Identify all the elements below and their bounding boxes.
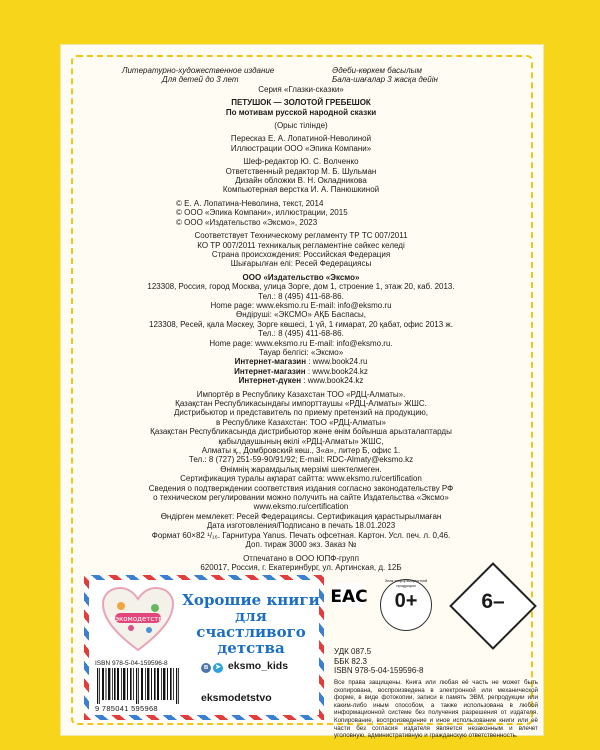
credit-line: Дизайн обложки В. Н. Окладникова (235, 176, 367, 186)
credit-line: Иллюстрации ООО «Эпика Компани» (230, 143, 372, 153)
kz-line: Сведения о подтверждении соответствия издания согласно законодательству РФ (148, 483, 454, 493)
print-info (66, 521, 536, 572)
udk-code: УДК 087.5 (334, 647, 372, 656)
internet-line (66, 357, 536, 366)
age-ring-text: Знак информационной продукции (384, 578, 428, 588)
genre-kz (332, 66, 482, 85)
eac-mark-icon (330, 583, 368, 607)
kz-line: Өнімнің жарамдылық мерзімі шектелмеген. (220, 464, 382, 474)
kz-line: Тел.: 8 (727) 251-59-90/91/92; E-mail: RDC-Almaty@eksmo.kz (188, 455, 414, 465)
credit-line: Ответственный редактор М. Б. Шульман (225, 166, 377, 176)
print-line: Доп. тираж 3000 экз. Заказ № (245, 540, 357, 550)
print-line: Формат 60×82 ¹/₁₆. Гарнитура Yanus. Печать офсетная. Картон. Усл. печ. л. 0,46. (151, 530, 451, 540)
kz-line: в Республике Казахстан: ТОО «РДЦ-Алматы» (216, 417, 386, 427)
language-note: (Орыс тілінде) (274, 121, 328, 131)
publisher-line: Home page: www.eksmo.ru E-mail: info@eksmo.ru (210, 300, 392, 310)
regulation-line: Страна происхождения: Российская Федерация (211, 249, 391, 259)
age-six-label: 6– (481, 590, 505, 613)
print-line: Отпечатано в ООО ЮПФ-групп (243, 553, 359, 563)
vk-icon: в (201, 663, 211, 673)
regulations (66, 231, 536, 269)
regulation-line: Соответствует Техническому регламенту ТР ТС 007/2011 (194, 231, 408, 241)
credit-line: Шеф-редактор Ю. С. Волченко (243, 157, 359, 167)
eac-text: EAC (330, 587, 368, 607)
kz-line: www.eksmo.ru/certification (253, 502, 349, 512)
credit-line: Пересказ Е. А. Лопатиной-Неволиной (230, 134, 372, 144)
kz-line: Өндірген мемлекет: Ресей Федерациясы. Сертификация қарастырылмаған (160, 511, 442, 521)
publisher-line: Тауар белгісі: «Эксмо» (258, 347, 344, 357)
barcode-number: 9 785041 595968 (95, 704, 158, 713)
bbk-code: ББК 82.3 (334, 656, 367, 666)
copyright (66, 199, 536, 227)
kz-line: Дистрибьютор и представитель по приему претензий на продукцию, (173, 408, 429, 418)
genre-kz-label: Әдеби-көркем басылым (332, 66, 422, 75)
age-rating-zero-badge (380, 579, 432, 631)
barcode-icon (95, 668, 181, 704)
publisher-line: 123308, Россия, город Москва, улица Зорге, дом 1, строение 1, этаж 20, каб. 2013. (147, 282, 455, 292)
genre-ru-label: Литературно-художественное издание (122, 66, 275, 75)
isbn-small: ISBN 978-5-04-159596-8 (95, 660, 168, 667)
internet-url[interactable]: : www.book24.kz (305, 366, 368, 376)
internet-shops (66, 357, 536, 385)
copyright-line: © ООО «Издательство «Эксмо», 2023 (176, 217, 318, 227)
age-ru-label: Для детей до 3 лет (162, 75, 239, 85)
genre-block (66, 66, 536, 85)
slogan-text: Хорошие книги для счастливого детства (182, 591, 320, 657)
publisher-line: Home page: www.eksmo.ru E-mail: info@eksmo.ru. (209, 338, 393, 348)
book-subtitle: По мотивам русской народной сказки (225, 107, 377, 117)
series-label: Серия «Глазки-сказки» (258, 84, 344, 94)
kz-line: Қазақстан Республикасындағы импорттаушы «РДЦ-Алматы» ЖШС. (175, 399, 427, 408)
kz-line: о техническом регулировании можно получить на сайте Издательства «Эксмо» (153, 493, 449, 503)
credit-line: Компьютерная верстка И. А. Панюшкиной (222, 185, 380, 195)
isbn-code: ISBN 978-5-04-159596-8 (334, 666, 424, 676)
imprint-text (66, 66, 536, 572)
heart-icon (101, 586, 175, 652)
publisher-line: Тел.: 8 (495) 411-68-86. (258, 329, 344, 339)
publisher-line: Өндіруші: «ЭКСМО» АҚБ Баспасы, (235, 310, 367, 320)
heart-tag: #экомодетство (109, 615, 167, 623)
decor-circle (0, 0, 18, 22)
social-handle-text: eksmo_kids (227, 660, 289, 672)
kz-line: қабылдаушының өкілі «РДЦ-Алматы» ЖШС, (218, 436, 384, 446)
regulation-line: Шығарылған елі: Ресей Федерациясы (230, 259, 372, 269)
decor-circle (560, 700, 592, 732)
internet-label: Интернет-магазин (234, 357, 307, 367)
promo-card (84, 575, 324, 720)
site-handle[interactable]: eksmodetstvo (201, 692, 272, 704)
rights-notice: Все права защищены. Книга или любая её часть не может быть скопирована, воспроизведена в электронной или механической форме, в виде фотокопии, записи в память ЭВМ, репродукции или каким-либо иным способом, а также использована в любой информационной системе без получения разрешения от издателя. Копирование, воспроизведение и иное использование книги или её части без согласия издателя является незаконным и влечет уголовную, административную и гражданскую ответственность. (334, 679, 538, 740)
kz-line: Алматы қ., Домбровский көш., 3«а», литер Б, офис 1. (201, 446, 401, 456)
kz-line: Импортёр в Республику Казахстан ТОО «РДЦ-Алматы». (196, 389, 406, 399)
copyright-line: © ООО «Эпика Компани», иллюстрации, 2015 (176, 208, 348, 218)
book-title: ПЕТУШОК — ЗОЛОТОЙ ГРЕБЕШОК (231, 98, 371, 108)
copyright-line: © Е. А. Лопатина-Неволина, текст, 2014 (176, 198, 324, 208)
internet-label: Интернет-дүкен (238, 376, 302, 386)
internet-url[interactable]: : www.book24.kz (301, 376, 364, 386)
classification-codes (334, 647, 423, 676)
genre-ru (122, 66, 282, 85)
age-kz-label: Бала-шағалар 3 жасқа дейін (332, 75, 438, 85)
kz-line: Қазақстан Республикасында дистрибьютор және өнім бойынша арызталаптарды (150, 427, 452, 437)
regulation-line: КО ТР 007/2011 техникалық регламентіне сәйкес келеді (197, 240, 405, 250)
internet-label: Интернет-магазин (234, 366, 306, 376)
kazakhstan-info (66, 390, 536, 522)
publisher-line: 123308, Ресей, қала Мәскеу, Зорге көшесі, 1 үй, 1 ғимарат, 20 қабат, офис 2013 ж. (149, 319, 453, 329)
publisher-details (66, 282, 536, 357)
internet-line (66, 367, 536, 376)
social-handle[interactable] (201, 660, 288, 673)
print-line: Дата изготовления/Подписано в печать 18.01.2023 (206, 521, 396, 531)
internet-line (66, 376, 536, 385)
publisher-name: ООО «Издательство «Эксмо» (242, 272, 360, 282)
internet-url[interactable]: : www.book24.ru (306, 357, 368, 367)
age-zero-label: 0+ (394, 590, 418, 612)
bottom-block (84, 575, 538, 740)
kz-line: Сертификация туралы ақпарат сайтта: www.eksmo.ru/certification (180, 474, 422, 484)
telegram-icon: ➤ (213, 663, 223, 673)
credits (66, 134, 536, 194)
print-line: 620017, Россия, г. Екатеринбург, ул. Артинская, д. 12Б (200, 562, 402, 572)
publisher-line: Тел.: 8 (495) 411-68-86. (258, 291, 344, 301)
